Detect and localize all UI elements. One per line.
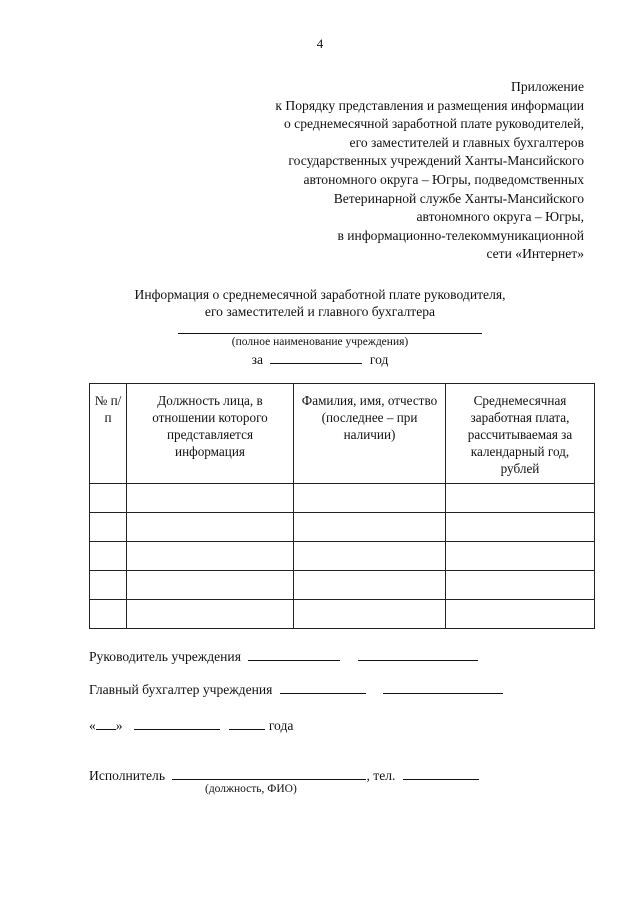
table-cell xyxy=(294,484,446,513)
executor-label: Исполнитель xyxy=(89,768,166,783)
head-label: Руководитель учреждения xyxy=(89,649,241,664)
table-cell xyxy=(446,513,595,542)
title-line: его заместителей и главного бухгалтера xyxy=(204,304,436,319)
table-cell xyxy=(446,484,595,513)
table-row xyxy=(90,484,595,513)
head-name-blank xyxy=(358,648,478,661)
appendix-line: автономного округа – Югры, xyxy=(416,209,584,225)
table-cell xyxy=(127,571,294,600)
accountant-signature-line xyxy=(89,681,503,698)
table-cell xyxy=(446,571,595,600)
institution-caption: (полное наименование учреждения) xyxy=(231,336,409,348)
appendix-line: к Порядку представления и размещения информации xyxy=(275,97,584,113)
appendix-block xyxy=(164,78,584,264)
day-blank xyxy=(96,717,116,730)
appendix-line: в информационно-телекоммуникационной xyxy=(337,227,584,243)
table-cell xyxy=(90,600,127,629)
header-avg-salary: Среднемесячная заработная плата, рассчитываемая за календарный год, рублей xyxy=(446,384,595,484)
table-header-row xyxy=(90,384,595,484)
header-full-name: Фамилия, имя, отчество (последнее – при наличии) xyxy=(294,384,446,484)
year-end-blank xyxy=(229,717,265,730)
header-position: Должность лица, в отношении которого представляется информация xyxy=(127,384,294,484)
table-row xyxy=(90,571,595,600)
table-cell xyxy=(127,600,294,629)
executor-blank xyxy=(172,767,366,780)
date-line xyxy=(89,717,293,734)
executor-line xyxy=(89,767,479,784)
phone-blank xyxy=(403,767,479,780)
table-cell xyxy=(294,542,446,571)
table-cell xyxy=(127,484,294,513)
table-cell xyxy=(90,513,127,542)
title-line: Информация о среднемесячной заработной плате руководителя, xyxy=(134,287,506,302)
table-cell xyxy=(294,571,446,600)
table-row xyxy=(90,600,595,629)
date-close-quote: » xyxy=(115,718,123,733)
date-open-quote: « xyxy=(89,718,96,733)
phone-label: , тел. xyxy=(366,768,396,783)
appendix-line: сети «Интернет» xyxy=(486,246,584,262)
table-row xyxy=(90,542,595,571)
accountant-signature-blank xyxy=(280,681,366,694)
institution-name-line xyxy=(178,333,482,334)
document-title xyxy=(0,286,640,320)
year-prefix: за xyxy=(251,352,264,367)
table-cell xyxy=(90,484,127,513)
table-cell xyxy=(446,600,595,629)
table-cell xyxy=(90,542,127,571)
table-cell xyxy=(90,571,127,600)
appendix-line: автономного округа – Югры, подведомственных xyxy=(303,171,584,187)
date-suffix: года xyxy=(268,718,294,733)
table-row xyxy=(90,513,595,542)
month-blank xyxy=(134,717,220,730)
appendix-line: Ветеринарной службе Ханты-Мансийского xyxy=(333,190,584,206)
appendix-line: его заместителей и главных бухгалтеров xyxy=(349,134,584,150)
executor-caption: (должность, ФИО) xyxy=(205,783,297,795)
header-number: № п/п xyxy=(90,384,127,484)
appendix-line: Приложение xyxy=(511,79,584,94)
appendix-line: государственных учреждений Ханты-Мансийского xyxy=(288,153,584,169)
table-cell xyxy=(127,542,294,571)
table-cell xyxy=(446,542,595,571)
accountant-label: Главный бухгалтер учреждения xyxy=(89,682,273,697)
salary-table xyxy=(89,383,595,629)
year-blank xyxy=(270,351,362,364)
table-cell xyxy=(294,600,446,629)
year-suffix: год xyxy=(369,352,389,367)
reporting-year-line xyxy=(0,351,640,368)
page-number: 4 xyxy=(316,36,324,51)
head-signature-blank xyxy=(248,648,340,661)
table-cell xyxy=(294,513,446,542)
table-cell xyxy=(127,513,294,542)
head-signature-line xyxy=(89,648,478,665)
appendix-line: о среднемесячной заработной плате руководителей, xyxy=(283,116,584,132)
accountant-name-blank xyxy=(383,681,503,694)
